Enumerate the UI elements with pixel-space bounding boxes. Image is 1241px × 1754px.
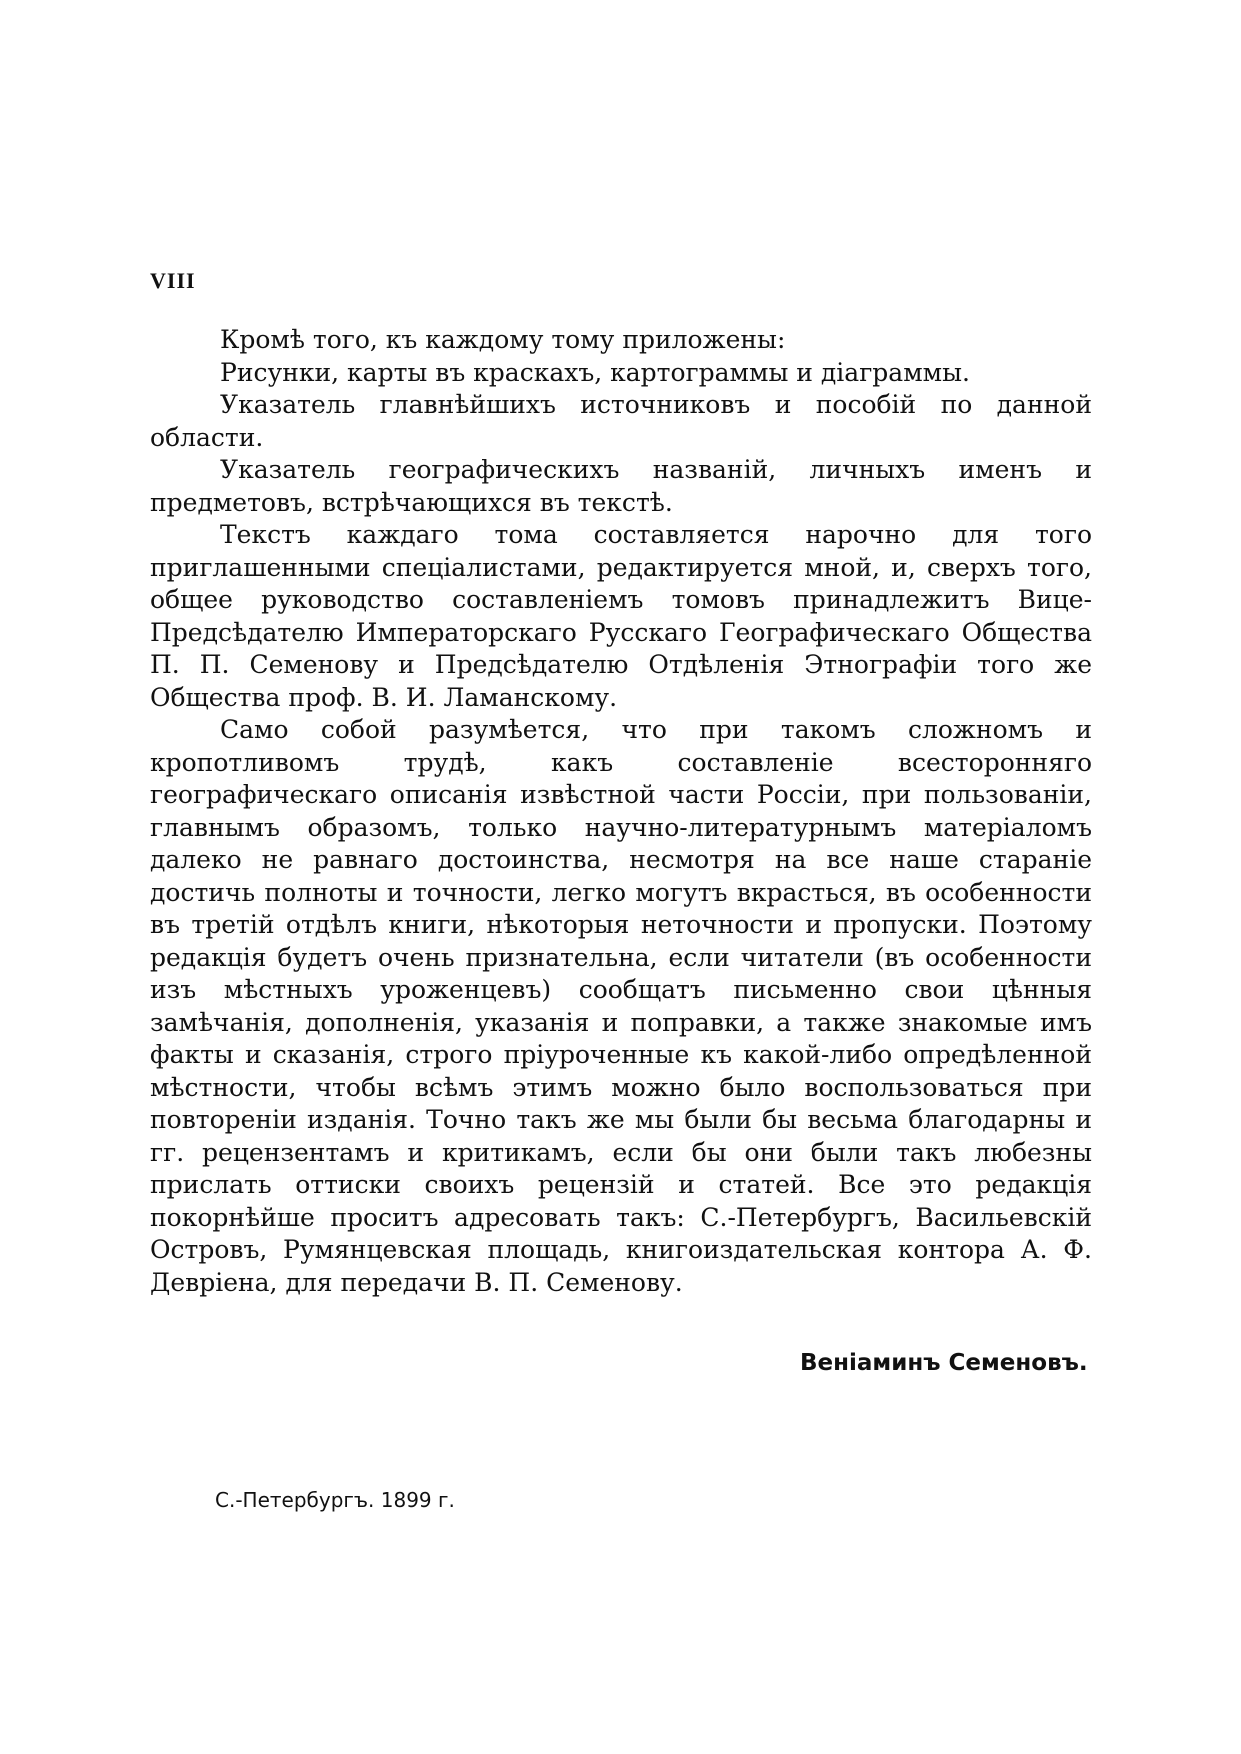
- paragraph-illustrations: Рисунки, карты въ краскахъ, картограммы и діаграммы.: [220, 357, 970, 387]
- paragraph-editorial: Текстъ каждаго тома составляется нарочно для того приглашенными спеціалистами, редактируется мной, и, сверхъ того, общее руководство составленіемъ томовъ принадлежитъ Вице-Предсѣдателю Императорскаго Русскаго Географическаго Общества П. П. Семенову и Предсѣдателю Отдѣленія Этнографіи того же Общества проф. В. И. Ламанскому.: [150, 520, 1092, 712]
- paragraph-appendix-intro: Кромѣ того, къ каждому тому приложены:: [220, 325, 786, 354]
- preface-text: [150, 324, 1092, 1299]
- page-number: VIII: [150, 268, 196, 293]
- paragraph-sources-index: Указатель главнѣйшихъ источниковъ и пособій по данной области.: [150, 390, 1092, 452]
- paragraph-corrections-request: Само собой разумѣется, что при такомъ сложномъ и кропотливомъ трудѣ, какъ составленіе всесторонняго географическаго описанія извѣстной части Россіи, при пользованіи, главнымъ образомъ, только научно-литературнымъ матеріаломъ далеко не равнаго достоинства, несмотря на все наше стараніе достичь полноты и точности, легко могутъ вкрасться, въ особенности въ третій отдѣлъ книги, нѣкоторыя неточности и пропуски. Поэтому редакція будетъ очень признательна, если читатели (въ особенности изъ мѣстныхъ уроженцевъ) сообщатъ письменно свои цѣнныя замѣчанія, дополненія, указанія и поправки, а также знакомые имъ факты и сказанія, строго пріуроченные къ какой-либо опредѣленной мѣстности, чтобы всѣмъ этимъ можно было воспользоваться при повтореніи изданія. Точно такъ же мы были бы весьма благодарны и гг. рецензентамъ и критикамъ, если бы они были такъ любезны прислать оттиски своихъ рецензій и статей. Все это редакція покорнѣйше проситъ адресовать такъ: С.-Петербургъ, Васильевскій Островъ, Румянцевская площадь, книгоиздательская контора А. Ф. Девріена, для передачи В. П. Семенову.: [150, 715, 1092, 1297]
- paragraph-names-index: Указатель географическихъ названій, личныхъ именъ и предметовъ, встрѣчающихся въ текстѣ.: [150, 455, 1092, 517]
- signature: Веніаминъ Семеновъ.: [800, 1350, 1088, 1376]
- place-date: С.-Петербургъ. 1899 г.: [215, 1488, 455, 1512]
